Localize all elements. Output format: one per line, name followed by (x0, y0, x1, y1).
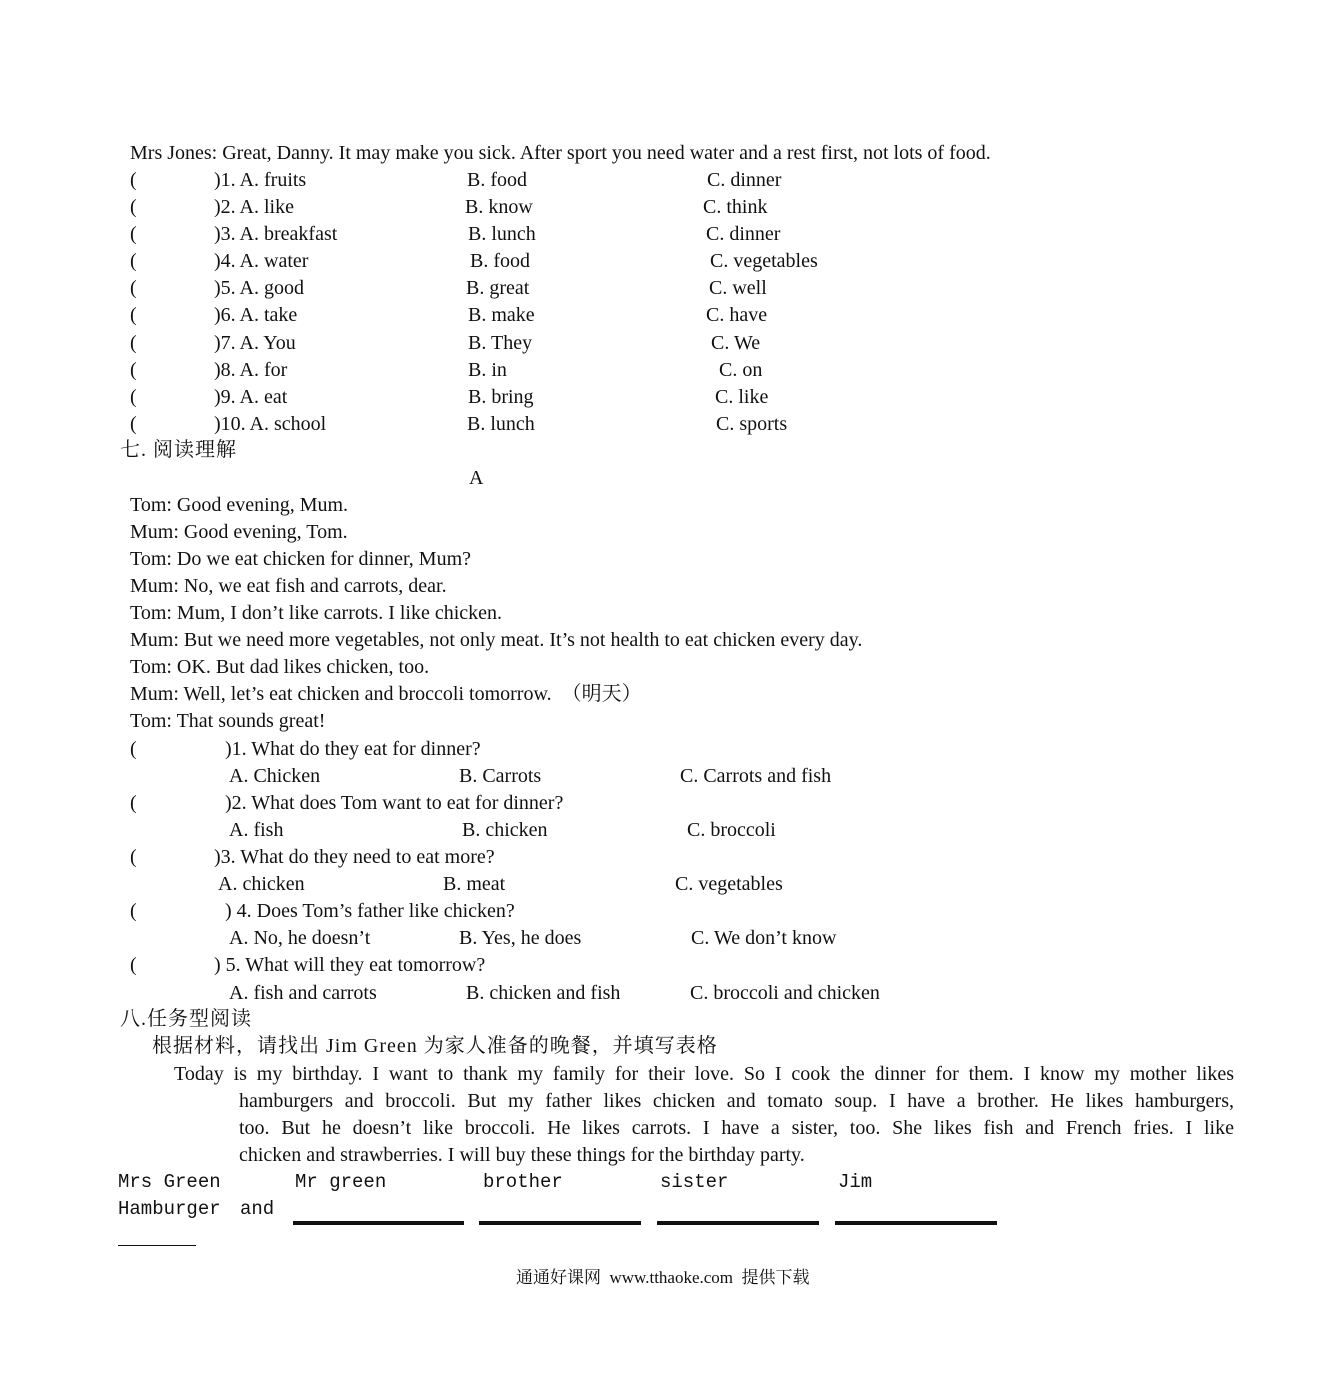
option-a: A. Chicken (229, 765, 321, 787)
cloze-option-c: C. have (706, 304, 768, 326)
cloze-question: )2. A. like (214, 196, 294, 218)
passage-line: Today is my birthday. I want to thank my family for their love. So I cook the dinner for them. I know my mother likes (174, 1063, 1234, 1085)
option-a: A. No, he doesn’t (229, 927, 371, 949)
question-text: ) 4. Does Tom’s father like chicken? (225, 900, 515, 922)
option-b: B. meat (443, 873, 506, 895)
cloze-option-c: C. think (703, 196, 768, 218)
question-paren: ( (130, 738, 137, 760)
table-header-brother: brother (483, 1171, 563, 1193)
dialogue-line: Tom: OK. But dad likes chicken, too. (130, 656, 430, 678)
dialogue-line: Mum: No, we eat fish and carrots, dear. (130, 575, 447, 597)
cloze-paren: ( (130, 169, 137, 191)
section-heading-task-reading: 八.任务型阅读 (120, 1008, 252, 1030)
table-header-mr-green: Mr green (295, 1171, 387, 1193)
question-paren: ( (130, 792, 137, 814)
cloze-question: )9. A. eat (214, 386, 288, 408)
option-c: C. We don’t know (691, 927, 837, 949)
option-c: C. vegetables (675, 873, 783, 895)
cloze-question: )5. A. good (214, 277, 304, 299)
cloze-question: )8. A. for (214, 359, 288, 381)
passage-line: too. But he doesn’t like broccoli. He likes carrots. I have a sister, too. She likes fish and French fries. I like (239, 1117, 1234, 1139)
dialogue-line: Mum: Good evening, Tom. (130, 521, 348, 543)
cloze-paren: ( (130, 223, 137, 245)
cloze-option-b: B. food (467, 169, 527, 191)
cloze-option-c: C. We (711, 332, 761, 354)
option-c: C. broccoli and chicken (690, 982, 880, 1004)
dialogue-line: Tom: Do we eat chicken for dinner, Mum? (130, 548, 472, 570)
cloze-option-b: B. great (466, 277, 530, 299)
cloze-option-c: C. vegetables (710, 250, 818, 272)
answer-blank-sister[interactable] (657, 1221, 819, 1225)
cloze-option-b: B. make (468, 304, 535, 326)
dialogue-line: Mum: Well, let’s eat chicken and broccoli tomorrow. （明天） (130, 683, 642, 705)
answer-blank-mr-green[interactable] (293, 1221, 464, 1225)
cloze-question: )6. A. take (214, 304, 298, 326)
cloze-question: )3. A. breakfast (214, 223, 338, 245)
question-paren: ( (130, 954, 137, 976)
cloze-option-b: B. know (465, 196, 533, 218)
dialogue-line: Tom: That sounds great! (130, 710, 326, 732)
cloze-option-b: B. lunch (468, 223, 536, 245)
question-paren: ( (130, 900, 137, 922)
cloze-option-b: B. They (468, 332, 533, 354)
option-b: B. chicken (462, 819, 548, 841)
passage-label: A (469, 467, 484, 489)
option-b: B. chicken and fish (466, 982, 621, 1004)
table-header-sister: sister (660, 1171, 729, 1193)
section-heading-reading: 七. 阅读理解 (120, 439, 237, 461)
question-text: )2. What does Tom want to eat for dinner? (225, 792, 564, 814)
cloze-question: )10. A. school (214, 413, 327, 435)
dialogue-line: Tom: Mum, I don’t like carrots. I like chicken. (130, 602, 503, 624)
option-a: A. fish and carrots (229, 982, 377, 1004)
cloze-question: )1. A. fruits (214, 169, 307, 191)
option-a: A. fish (229, 819, 284, 841)
cloze-paren: ( (130, 250, 137, 272)
cloze-option-b: B. food (470, 250, 530, 272)
intro-line: Mrs Jones: Great, Danny. It may make you sick. After sport you need water and a rest first, not lots of food. (130, 142, 991, 164)
cloze-option-c: C. dinner (706, 223, 781, 245)
cloze-option-c: C. like (715, 386, 769, 408)
cloze-option-b: B. lunch (467, 413, 535, 435)
answer-blank-jim[interactable] (835, 1221, 997, 1225)
cloze-option-c: C. sports (716, 413, 788, 435)
question-text: ) 5. What will they eat tomorrow? (214, 954, 486, 976)
question-paren: ( (130, 846, 137, 868)
cloze-question: )7. A. You (214, 332, 296, 354)
cloze-option-c: C. well (709, 277, 767, 299)
cloze-option-b: B. in (468, 359, 507, 381)
cloze-option-c: C. dinner (707, 169, 782, 191)
mrs-green-answer-word: and (240, 1198, 275, 1220)
passage-line: chicken and strawberries. I will buy these things for the birthday party. (239, 1144, 805, 1166)
option-a: A. chicken (218, 873, 305, 895)
cloze-paren: ( (130, 332, 137, 354)
question-text: )3. What do they need to eat more? (214, 846, 495, 868)
option-b: B. Carrots (459, 765, 542, 787)
dialogue-line: Tom: Good evening, Mum. (130, 494, 349, 516)
task-instruction: 根据材料，请找出 Jim Green 为家人准备的晚餐，并填写表格 (152, 1035, 718, 1057)
cloze-paren: ( (130, 386, 137, 408)
cloze-paren: ( (130, 359, 137, 381)
mrs-green-answer-word: Hamburger (118, 1198, 221, 1220)
answer-blank-brother[interactable] (479, 1221, 641, 1225)
cloze-question: )4. A. water (214, 250, 309, 272)
cloze-paren: ( (130, 304, 137, 326)
cloze-paren: ( (130, 196, 137, 218)
option-c: C. Carrots and fish (680, 765, 832, 787)
table-header-jim: Jim (838, 1171, 873, 1193)
cloze-paren: ( (130, 277, 137, 299)
dialogue-line: Mum: But we need more vegetables, not only meat. It’s not health to eat chicken every day. (130, 629, 863, 651)
cloze-option-b: B. bring (468, 386, 534, 408)
answer-blank-mrs-green[interactable] (118, 1245, 196, 1246)
question-text: )1. What do they eat for dinner? (225, 738, 481, 760)
option-c: C. broccoli (687, 819, 776, 841)
cloze-option-c: C. on (719, 359, 763, 381)
passage-line: hamburgers and broccoli. But my father likes chicken and tomato soup. I have a brother. He likes hamburgers, (239, 1090, 1234, 1112)
option-b: B. Yes, he does (459, 927, 582, 949)
cloze-paren: ( (130, 413, 137, 435)
table-header-mrs-green: Mrs Green (118, 1171, 221, 1193)
footer-credit: 通通好课网 www.tthaoke.com 提供下载 (516, 1268, 810, 1287)
